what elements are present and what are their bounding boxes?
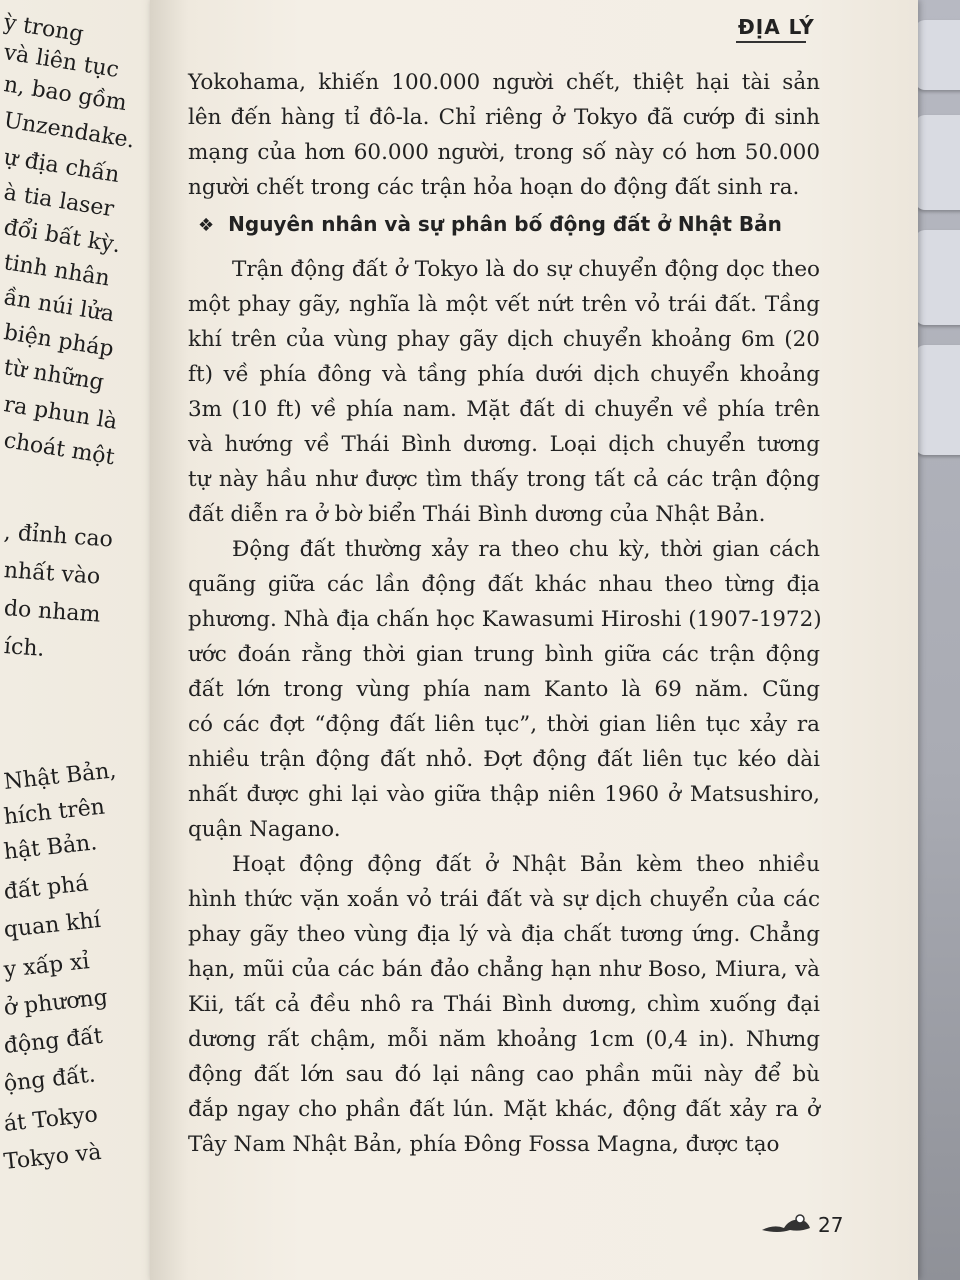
left-page-fragment: ự địa chấn [2,145,122,189]
left-page-fragment: át Tokyo [2,1102,99,1137]
text-line: đất lớn trong vùng phía nam Kanto là 69 năm. Cũng [188,677,820,702]
text-line: phay gãy theo vùng địa lý và địa chất tương ứng. Chẳng [188,922,820,947]
left-page-fragment: ở phương [2,985,109,1021]
text-line: Yokohama, khiến 100.000 người chết, thiệt hại tài sản [188,70,820,95]
page-number: 27 [818,1213,844,1237]
text-line: nhiều trận động đất nhỏ. Đợt động đất liên tục kéo dài [188,747,820,772]
left-page-fragment: y xấp xỉ [2,949,91,983]
text-line: dương rất chậm, mỗi năm khoảng 1cm (0,4 in). Nhưng [188,1027,820,1052]
left-page-fragment: , đỉnh cao [3,520,114,553]
running-head: ĐỊA LÝ [738,15,815,39]
left-page-fragment: Tokyo và [2,1139,103,1175]
text-line: ft) về phía đông và tầng phía dưới dịch chuyển khoảng [188,362,820,387]
left-page-fragment: ích. [3,634,46,662]
left-page-fragment: ra phun là [2,392,119,435]
section-heading-text: Nguyên nhân và sự phân bố động đất ở Nhật Bản [228,212,782,236]
text-line: mạng của hơn 60.000 người, trong số này có hơn 50.000 [188,140,820,165]
text-line: quãng giữa các lần động đất khác nhau theo từng địa [188,572,820,597]
left-page-fragment: tinh nhân [2,250,112,292]
keyboard-key [915,230,960,325]
left-page-fragment: nhất vào [3,558,102,590]
running-head-rule [736,41,806,43]
text-line: Trận động đất ở Tokyo là do sự chuyển động dọc theo [232,257,820,282]
left-page-fragment: ần núi lửa [2,285,116,328]
left-page-fragment: hích trên [2,794,106,830]
page-ornament-icon [760,1210,814,1236]
left-page-fragment: từ những [2,355,106,396]
text-line: Động đất thường xảy ra theo chu kỳ, thời gian cách [232,537,820,562]
text-line: Kii, tất cả đều nhô ra Thái Bình dương, chìm xuống đại [188,992,820,1017]
left-page-fragment: biện pháp [2,320,116,363]
text-line: đắp ngay cho phần đất lún. Mặt khác, động đất xảy ra ở [188,1097,820,1122]
left-page-fragment: à tia laser [2,180,116,223]
left-page-fragment: do nham [3,596,102,628]
section-heading [198,212,782,236]
text-line: lên đến hàng tỉ đô-la. Chỉ riêng ở Tokyo đã cướp đi sinh [188,105,820,130]
text-line: phương. Nhà địa chấn học Kawasumi Hiroshi (1907-1972) [188,607,822,632]
text-line: quận Nagano. [188,817,341,842]
left-page-fragment: quan khí [2,907,102,943]
text-line: khí trên của vùng phay gãy dịch chuyển khoảng 6m (20 [188,327,820,352]
text-line: Hoạt động động đất ở Nhật Bản kèm theo nhiều [232,852,820,877]
left-page-fragment: động đất [2,1023,104,1059]
keyboard-key [915,20,960,90]
text-line: hình thức vặn xoắn vỏ trái đất và sự dịch chuyển của các [188,887,820,912]
left-page-fragment: n, bao gồm [2,72,129,117]
left-page-fragment: ộng đất. [2,1062,97,1097]
left-page-fragment: hật Bản. [2,830,99,865]
left-page-fragment: ỳ trong [2,10,86,48]
text-line: tự này hầu như được tìm thấy trong tất cả các trận động [188,467,820,492]
text-line: đất diễn ra ở bờ biển Thái Bình dương của Nhật Bản. [188,502,766,527]
text-line: động đất lớn sau đó lại nâng cao phần mũi này để bù [188,1062,820,1087]
text-line: có các đợt “động đất liên tục”, thời gian liên tục xảy ra [188,712,820,737]
left-page-fragment: Nhật Bản, [2,758,118,795]
left-page-fragment: và liên tục [2,40,121,84]
diamond-bullet-icon: ❖ [198,215,215,236]
text-line: ước đoán rằng thời gian trung bình giữa các trận động [188,642,820,667]
left-page-fragment: đất phá [2,871,90,905]
left-page-fragment: choát một [2,428,117,471]
text-line: 3m (10 ft) về phía nam. Mặt đất di chuyển về phía trên [188,397,820,422]
text-line: hạn, mũi của các bán đảo chẳng hạn như Boso, Miura, và [188,957,820,982]
keyboard-key [915,115,960,210]
text-line: người chết trong các trận hỏa hoạn do động đất sinh ra. [188,175,800,200]
text-line: Tây Nam Nhật Bản, phía Đông Fossa Magna, được tạo [188,1132,780,1157]
left-page-fragment: đổi bất kỳ. [2,215,123,259]
text-line: một phay gãy, nghĩa là một vết nứt trên vỏ trái đất. Tầng [188,292,820,317]
text-line: và hướng về Thái Bình dương. Loại dịch chuyển tương [188,432,820,457]
text-line: nhất được ghi lại vào giữa thập niên 1960 ở Matsushiro, [188,782,820,807]
keyboard-key [915,345,960,455]
left-page-fragment: Unzendake. [2,108,137,154]
